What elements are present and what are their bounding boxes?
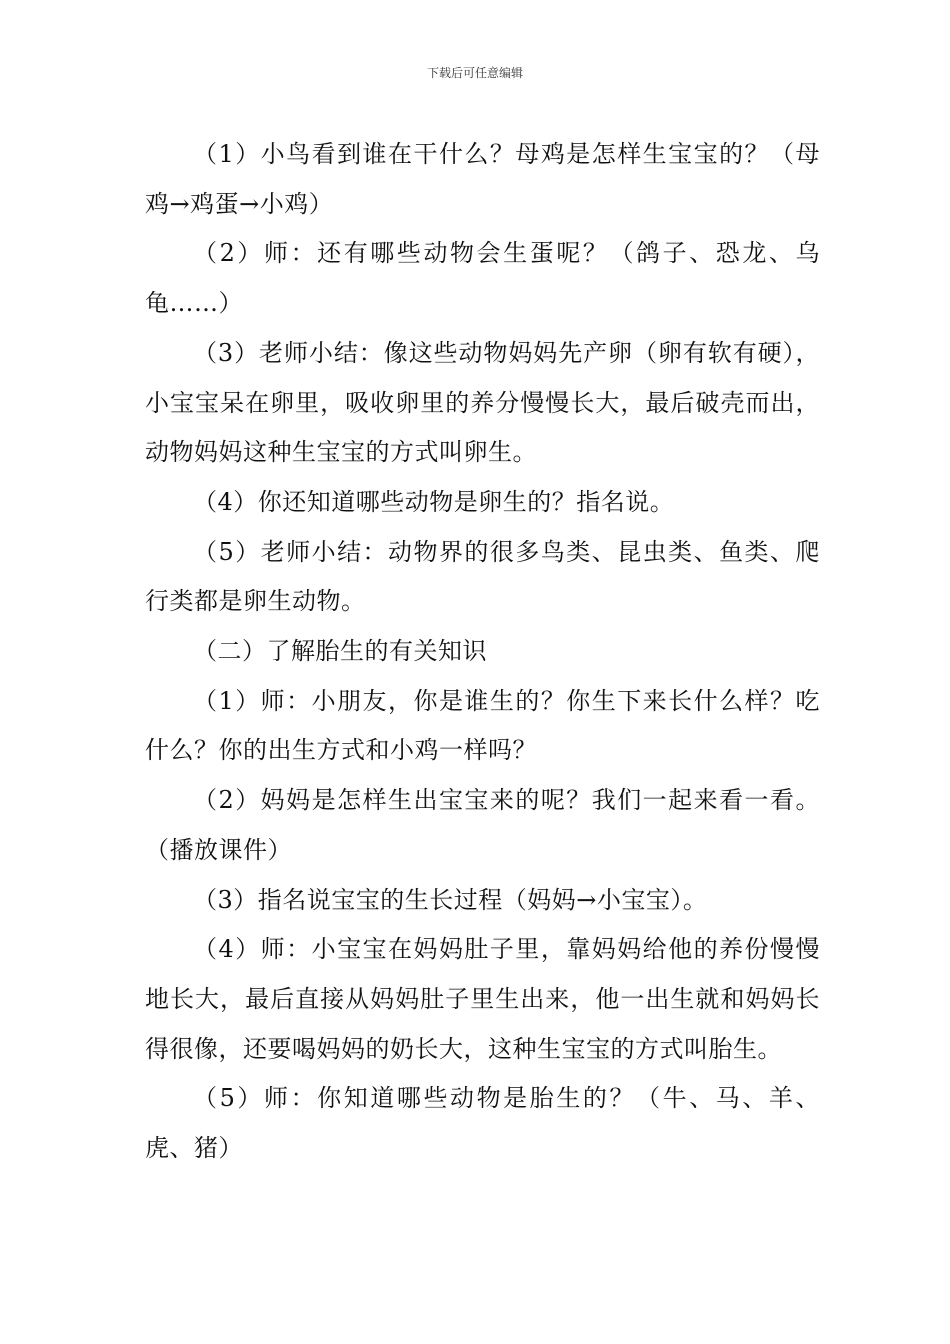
paragraph-oviparous-conclusion: （5）老师小结：动物界的很多鸟类、昆虫类、鱼类、爬行类都是卵生动物。 xyxy=(145,537,820,616)
paragraph-egg-chicken: （1）小鸟看到谁在干什么？母鸡是怎样生宝宝的？（母鸡→鸡蛋→小鸡） xyxy=(145,140,820,218)
paragraph-watch-courseware: （2）妈妈是怎样生出宝宝来的呢？我们一起来看一看。（播放课件） xyxy=(145,786,820,864)
paragraph-viviparous-animals: （5）师：你知道哪些动物是胎生的？（牛、马、羊、虎、猪） xyxy=(145,1084,820,1163)
paragraph-oviparous-summary: （3）老师小结：像这些动物妈妈先产卵（卵有软有硬），小宝宝呆在卵里，吸收卵里的养分慢慢长大，最后破壳而出，动物妈妈这种生宝宝的方式叫卵生。 xyxy=(145,338,820,467)
paragraph-oviparous-question: （4）你还知道哪些动物是卵生的？指名说。 xyxy=(193,487,675,516)
paragraph-egg-laying-animals: （2）师：还有哪些动物会生蛋呢？（鸽子、恐龙、乌龟……） xyxy=(145,239,820,318)
page-header-note: 下载后可任意编辑 xyxy=(426,66,523,80)
section-heading-viviparous: （二）了解胎生的有关知识 xyxy=(193,637,487,666)
document-body xyxy=(145,130,820,1174)
paragraph-viviparous-explanation: （4）师：小宝宝在妈妈肚子里，靠妈妈给他的养份慢慢地长大，最后直接从妈妈肚子里生出来，他一出生就和妈妈长得很像，还要喝妈妈的奶长大，这种生宝宝的方式叫胎生。 xyxy=(145,935,820,1063)
paragraph-growth-process: （3）指名说宝宝的生长过程（妈妈→小宝宝）。 xyxy=(193,885,708,914)
paragraph-who-gave-birth: （1）师：小朋友，你是谁生的？你生下来长什么样？吃什么？你的出生方式和小鸡一样吗？ xyxy=(145,686,820,765)
